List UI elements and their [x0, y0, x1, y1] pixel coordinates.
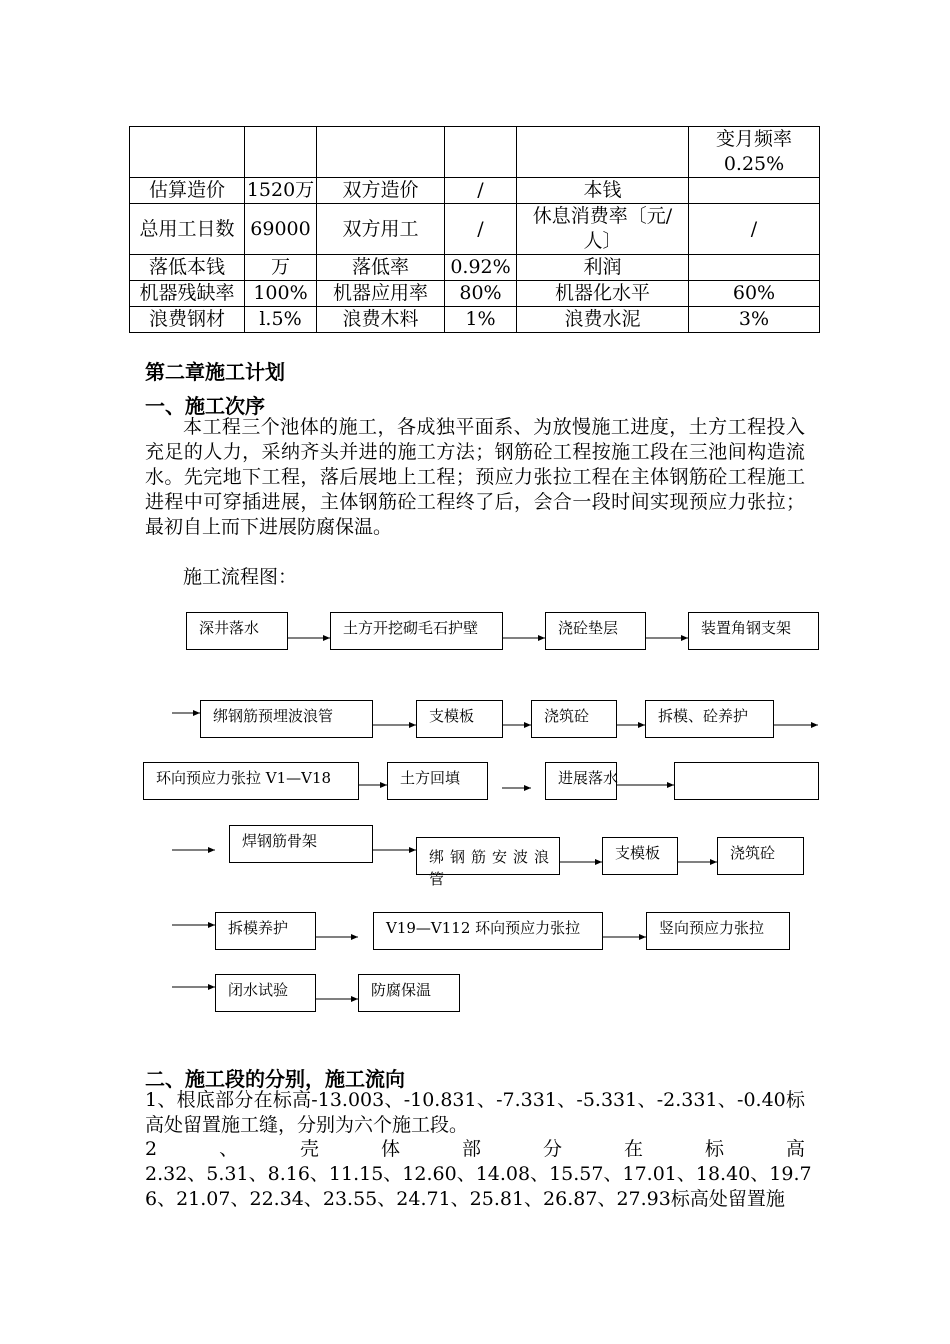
table-cell: 1520万 [245, 178, 317, 204]
table-cell: 双方造价 [317, 178, 445, 204]
flow-box: 拆模、砼养护 [645, 700, 774, 738]
table-cell: 100% [245, 281, 317, 307]
item-2-line-3: 6、21.07、22.34、23.55、24.71、25.81、26.87、27.93标高处留置施 [145, 1188, 785, 1210]
chapter-title: 第二章施工计划 [145, 360, 285, 384]
table-cell: 变月频率0.25% [689, 127, 820, 178]
word: 标 [704, 1138, 724, 1160]
flow-box: 土方回填 [387, 762, 488, 800]
table-cell: 浪费钢材 [130, 307, 245, 333]
flow-box: 绑钢筋预埋波浪管 [200, 700, 373, 738]
flow-box: 浇筑砼 [717, 837, 804, 875]
word: 体 [381, 1138, 401, 1160]
table-cell: 利润 [517, 255, 689, 281]
flow-box: 防腐保温 [358, 974, 460, 1012]
table-cell: 60% [689, 281, 820, 307]
table-cell: 69000 [245, 204, 317, 255]
item-2-line-2: 2.32、5.31、8.16、11.15、12.60、14.08、15.57、17.01、18.40、19.7 [145, 1163, 812, 1185]
section-heading: 二、施工段的分别，施工流向 [145, 1067, 405, 1091]
item-2-line-1 [145, 1137, 805, 1162]
flow-box: 支模板 [602, 837, 678, 875]
flow-box: 环向预应力张拉 V1—V18 [143, 762, 359, 800]
table-cell: 浪费木料 [317, 307, 445, 333]
table-cell: l.5% [245, 307, 317, 333]
word: 壳 [300, 1138, 320, 1160]
paragraph-text: 本工程三个池体的施工，各成独平面系、为放慢施工进度，土方工程投入充足的人力，采纳齐头并进的施工方法；钢筋砼工程按施工段在三池间构造流水。先完地下工程，落后展地上工程；预应力张拉工程在主体钢筋砼工程施工进程中可穿插进展，主体钢筋砼工程终了后，会合一段时间实现预应力张拉；最初自上而下进展防腐保温。 [145, 416, 805, 538]
table-cell: 估算造价 [130, 178, 245, 204]
table-cell: 1% [445, 307, 517, 333]
table-cell: 万 [245, 255, 317, 281]
table-cell: 休息消费率〔元/人〕 [517, 204, 689, 255]
word: 在 [623, 1138, 643, 1160]
flow-box: V19—V112 环向预应力张拉 [373, 912, 603, 950]
word: 2 [145, 1138, 158, 1160]
word: 高 [785, 1138, 805, 1160]
table-cell: 3% [689, 307, 820, 333]
flow-box: 焊钢筋骨架 [229, 825, 373, 863]
table-cell: / [445, 178, 517, 204]
word: 、 [219, 1138, 239, 1160]
item-1: 1、根底部分在标高-13.003、-10.831、-7.331、-5.331、-2.331、-0.40标高处留置施工缝，分别为六个施工段。 [145, 1089, 805, 1136]
flow-box: 浇砼垫层 [545, 612, 646, 650]
table-cell: / [689, 204, 820, 255]
table-cell: / [445, 204, 517, 255]
flow-box: 支模板 [416, 700, 503, 738]
table-cell: 机器化水平 [517, 281, 689, 307]
flow-box [674, 762, 819, 800]
table-cell: 落低本钱 [130, 255, 245, 281]
flow-box: 浇筑砼 [531, 700, 617, 738]
table-cell: 总用工日数 [130, 204, 245, 255]
word: 部 [462, 1138, 482, 1160]
table-cell: 落低率 [317, 255, 445, 281]
table-cell: 80% [445, 281, 517, 307]
flow-box: 绑钢筋安波浪管 [416, 837, 560, 875]
table-cell: 本钱 [517, 178, 689, 204]
word: 分 [543, 1138, 563, 1160]
table-cell: 机器应用率 [317, 281, 445, 307]
flow-box: 拆模养护 [215, 912, 316, 950]
table-cell: 0.92% [445, 255, 517, 281]
flow-label: 施工流程图： [183, 566, 298, 588]
section-heading: 一、施工次序 [145, 394, 265, 418]
table-cell: 双方用工 [317, 204, 445, 255]
table-cell: 机器残缺率 [130, 281, 245, 307]
flow-box: 深井落水 [186, 612, 288, 650]
flow-box: 装置角钢支架 [688, 612, 819, 650]
flow-box: 竖向预应力张拉 [646, 912, 790, 950]
flow-box: 土方开挖砌毛石护壁 [330, 612, 503, 650]
table-cell: 浪费水泥 [517, 307, 689, 333]
flow-box: 闭水试验 [215, 974, 316, 1012]
flow-box: 进展落水 [545, 762, 617, 800]
